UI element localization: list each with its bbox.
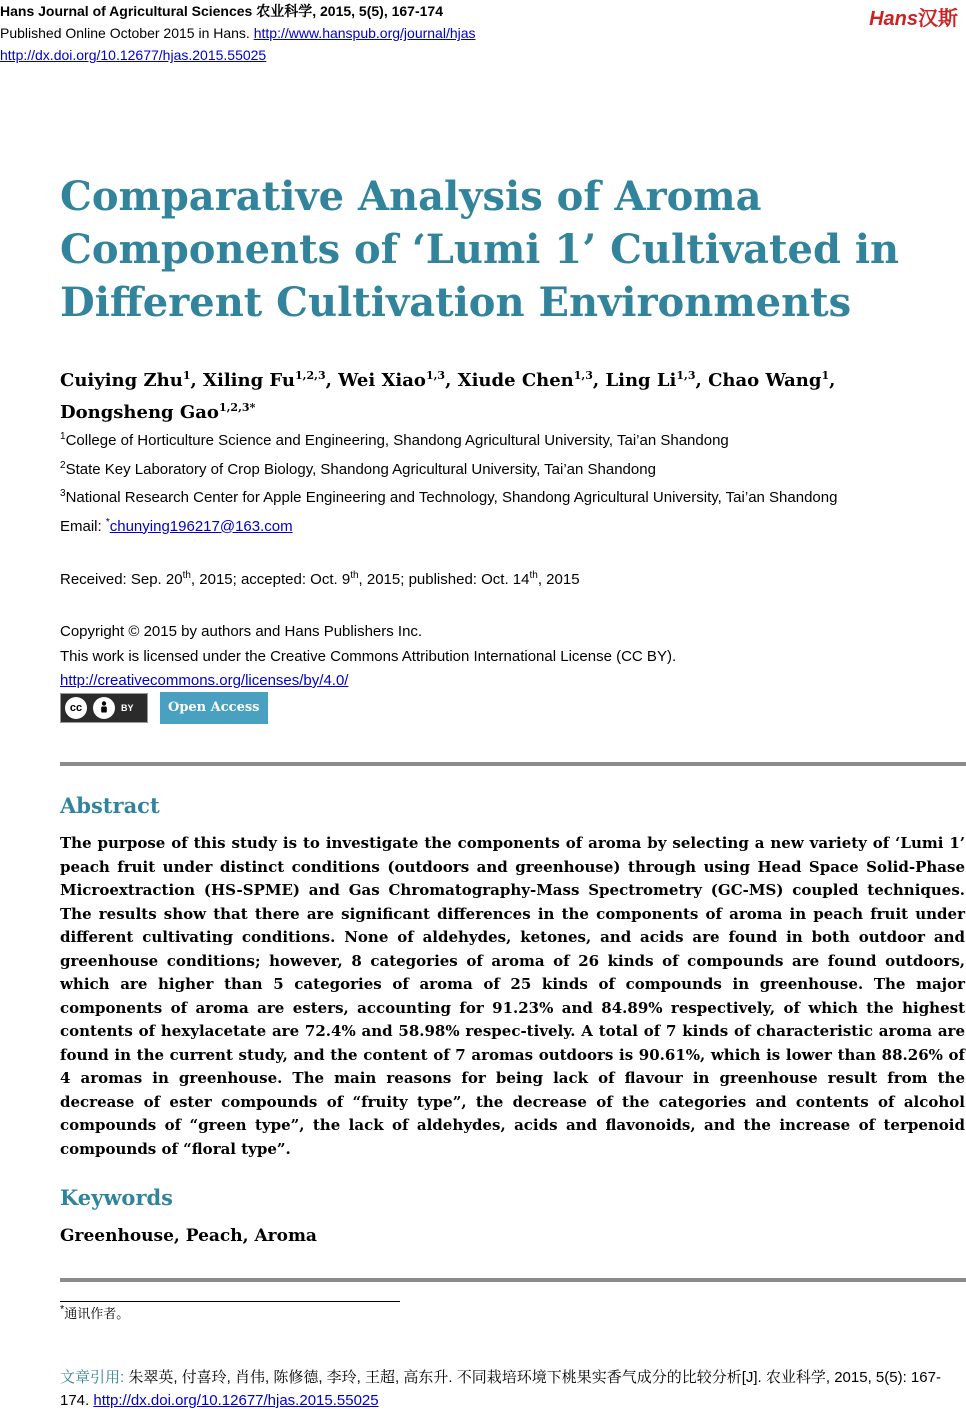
author: Dongsheng Gao$^{1,2,3*}$ — [60, 401, 256, 423]
page-header — [0, 0, 476, 66]
divider — [60, 762, 966, 766]
doi-link[interactable]: http://dx.doi.org/10.12677/hjas.2015.55025 — [0, 47, 267, 63]
affiliation-item: $^2$State Key Laboratory of Crop Biology, Shandong Agricultural University, Tai’an Shandong — [60, 459, 656, 478]
license-badges — [60, 692, 268, 724]
email-line: Email: *chunying196217@163.com — [60, 516, 293, 535]
journal-link[interactable]: http://www.hanspub.org/journal/hjas — [253, 25, 476, 41]
abstract-heading: Abstract — [60, 793, 160, 818]
logo-chinese: 汉斯 — [918, 8, 958, 30]
doi-line — [0, 44, 476, 66]
cc-by-badge[interactable] — [60, 693, 148, 723]
copyright-line: Copyright © 2015 by authors and Hans Publishers Inc. — [60, 623, 423, 640]
affiliations — [60, 425, 940, 539]
cc-icon: cc — [65, 697, 87, 719]
logo-latin: Hans — [869, 8, 918, 30]
paper-title: Comparative Analysis of Aroma Components of ‘Lumi 1’ Cultivated in Different Cultivation Environments — [60, 173, 900, 326]
publication-dates: Received: Sep. 20th, 2015; accepted: Oct. 9th, 2015; published: Oct. 14th, 2015 — [60, 570, 580, 588]
author: Chao Wang$^1$ — [708, 369, 830, 391]
footnote: *通讯作者。 — [60, 1303, 130, 1321]
citation: 文章引用: 朱翠英, 付喜玲, 肖伟, 陈修德, 李玲, 王超, 高东升. 不同栽培环境下桃果实香气成分的比较分析[J]. 农业科学, 2015, 5(5): 167-174. http://dx.doi.org/10.12677/hjas.2015.55025 — [60, 1369, 941, 1409]
author-list: Cuiying Zhu$^1$, Xiling Fu$^{1,2,3}$, Wei Xiao$^{1,3}$, Xiude Chen$^{1,3}$, Ling Li$^{1,3}$, Chao Wang$^1$, Dongsheng Gao$^{1,2,3*}$ — [60, 369, 836, 423]
author: Wei Xiao$^{1,3}$ — [338, 369, 446, 391]
affiliation-item: $^3$National Research Center for Apple Engineering and Technology, Shandong Agricultural University, Tai’an Shandong — [60, 488, 838, 506]
email-link[interactable]: chunying196217@163.com — [109, 517, 293, 535]
footnote-rule — [60, 1301, 400, 1302]
keywords-heading: Keywords — [60, 1185, 174, 1210]
author: Ling Li$^{1,3}$ — [605, 369, 696, 391]
license-line: This work is licensed under the Creative Commons Attribution International License (CC BY). — [60, 647, 677, 665]
journal-line: Hans Journal of Agricultural Sciences 农业科学, 2015, 5(5), 167-174 — [0, 3, 443, 19]
publisher-logo — [869, 2, 958, 31]
divider — [60, 1278, 966, 1282]
author: Cuiying Zhu$^1$ — [60, 369, 191, 391]
person-icon — [93, 697, 115, 719]
citation-label: 文章引用: — [60, 1369, 129, 1386]
copyright-block — [60, 620, 676, 694]
keywords-text: Greenhouse, Peach, Aroma — [60, 1226, 317, 1246]
author: Xiling Fu$^{1,2,3}$ — [203, 369, 326, 391]
affiliation-item: $^1$College of Horticulture Science and Engineering, Shandong Agricultural University, Tai’an Shandong — [60, 431, 729, 449]
by-label: BY — [121, 703, 134, 713]
author: Xiude Chen$^{1,3}$ — [457, 369, 593, 391]
published-line: Published Online October 2015 in Hans. http://www.hanspub.org/journal/hjas — [0, 25, 476, 41]
open-access-badge[interactable]: Open Access — [160, 692, 268, 724]
citation-doi-link[interactable]: http://dx.doi.org/10.12677/hjas.2015.55025 — [93, 1392, 379, 1409]
abstract-text: The purpose of this study is to investigate the components of aroma by selecting a new variety of ‘Lumi 1’ peach fruit under distinct conditions (outdoors and greenhouse) through using Head Space Solid-Phase Microextraction (HS-SPME) and Gas Chromatography-Mass Spectrometry (GC-MS) coupled techniques. The results show that there are significant differences in the components of aroma in peach fruit under different cultivating conditions. None of aldehydes, ketones, and acids are found in both outdoor and greenhouse conditions; however, 8 categories of aroma of 26 kinds of compounds are found outdoors, which are higher than 5 categories of aroma of 25 kinds of compounds in greenhouse. The major components of aroma are esters, accounting for 91.23% and 84.89% respectively, of which the highest contents of hexylacetate are 72.4% and 58.98% respec-tively. A total of 7 kinds of characteristic aroma are found in the current study, and the content of 7 aromas outdoors is 90.61%, which is lower than 88.26% of 4 aromas in greenhouse. The main reasons for being lack of flavour in greenhouse result from the decrease of ester compounds of “fruity type”, the decrease of the categories and contents of alcohol compounds of “green type”, the lack of aldehydes, acids and flavonoids, and the increase of terpenoid compounds of “floral type”. — [60, 834, 965, 1158]
license-link[interactable]: http://creativecommons.org/licenses/by/4.0/ — [60, 672, 349, 689]
